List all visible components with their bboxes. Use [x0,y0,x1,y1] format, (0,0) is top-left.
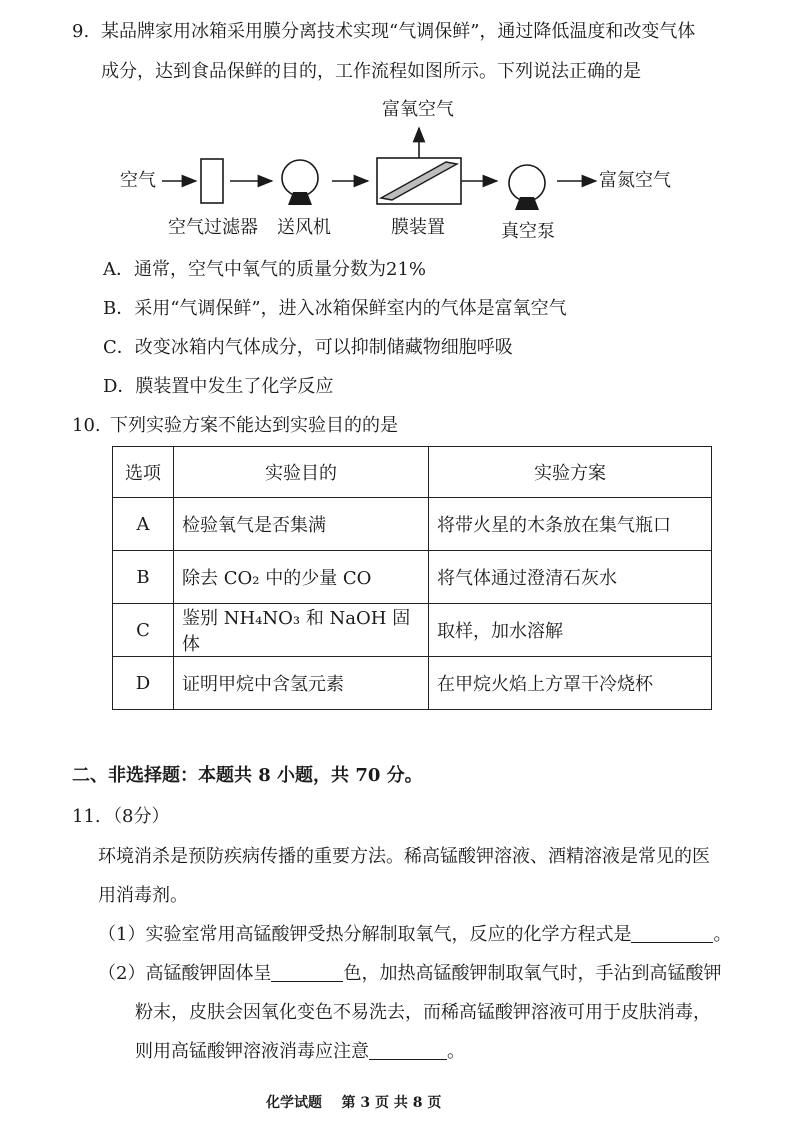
table-header-option: 选项 [113,447,174,498]
q11-sub2-text-b: 色，加热高锰酸钾制取氧气时，手沾到高锰酸钾 [343,963,722,984]
q11-intro-line1: 环境消杀是预防疾病传播的重要方法。稀高锰酸钾溶液、酒精溶液是常见的医 [98,846,710,867]
table-row [113,498,712,551]
table-cell-purpose: 检验氧气是否集满 [174,498,429,551]
q9-option-b: B．采用“气调保鲜”，进入冰箱保鲜室内的气体是富氧空气 [103,298,567,319]
table-cell-plan: 将带火星的木条放在集气瓶口 [429,498,712,551]
q11-sub2-line3-text: 则用高锰酸钾溶液消毒应注意 [135,1041,369,1062]
table-cell-option: B [113,551,174,604]
q11-sub1-text: （1）实验室常用高锰酸钾受热分解制取氧气，反应的化学方程式是 [98,924,632,945]
q10-stem: 下列实验方案不能达到实验目的的是 [110,415,398,436]
label-air: 空气 [120,170,156,191]
vacuum-pump-shape [509,165,545,201]
fan-shape [282,160,318,196]
table-cell-option: C [113,604,174,657]
answer-blank-precaution[interactable] [369,1041,447,1060]
air-filter-shape [201,159,223,203]
table-cell-purpose: 鉴别 NH₄NO₃ 和 NaOH 固体 [174,604,429,657]
q11-sub2-line3 [135,1040,465,1064]
q11-sub2-line2: 粉末，皮肤会因氧化变色不易洗去，而稀高锰酸钾溶液可用于皮肤消毒， [135,1002,711,1023]
q11-number: 11. [72,806,101,827]
label-air-filter: 空气过滤器 [168,217,258,238]
table-cell-plan: 在甲烷火焰上方罩干冷烧杯 [429,657,712,710]
table-cell-plan: 将气体通过澄清石灰水 [429,551,712,604]
q9-option-c: C．改变冰箱内气体成分，可以抑制储藏物细胞呼吸 [103,337,513,358]
q11-sub2-text-a: （2）高锰酸钾固体呈 [98,963,272,984]
table-row [113,604,712,657]
table-header-plan: 实验方案 [429,447,712,498]
table-cell-plan: 取样，加水溶解 [429,604,712,657]
q11-sub1-end: 。 [713,924,732,945]
q9-option-a: A．通常，空气中氧气的质量分数为21% [103,259,427,280]
label-nitrogen-rich-air: 富氮空气 [599,170,671,191]
q10-number: 10. [72,415,101,436]
label-oxygen-rich-air: 富氧空气 [382,99,454,120]
table-row [113,657,712,710]
table-header-purpose: 实验目的 [174,447,429,498]
q11-sub1 [98,923,731,947]
label-vacuum-pump: 真空泵 [501,221,555,242]
experiment-table [112,446,712,710]
q11-sub2-line3-end: 。 [447,1041,465,1062]
table-row [113,551,712,604]
q9-stem-line1: 某品牌家用冰箱采用膜分离技术实现“气调保鲜”，通过降低温度和改变气体 [101,21,696,42]
q11-points: （8分） [104,806,170,827]
answer-blank-color[interactable] [271,963,343,982]
label-fan: 送风机 [277,217,331,238]
q11-intro-line2: 用消毒剂。 [98,885,188,906]
section-heading: 二、非选择题：本题共 8 小题，共 70 分。 [72,765,423,786]
table-cell-option: D [113,657,174,710]
q11-sub2-line1 [98,962,721,986]
label-membrane-device: 膜装置 [391,217,445,238]
table-header-row [113,447,712,498]
table-cell-purpose: 证明甲烷中含氢元素 [174,657,429,710]
page-footer: 化学试题 第 3 页 共 8 页 [266,1095,442,1111]
table-cell-purpose: 除去 CO₂ 中的少量 CO [174,551,429,604]
membrane-strip [381,162,457,200]
q9-option-d: D．膜装置中发生了化学反应 [103,376,334,397]
answer-blank-equation[interactable] [631,924,713,943]
q9-stem-line2: 成分，达到食品保鲜的目的，工作流程如图所示。下列说法正确的是 [101,61,641,82]
table-cell-option: A [113,498,174,551]
q9-number: 9. [72,21,90,42]
